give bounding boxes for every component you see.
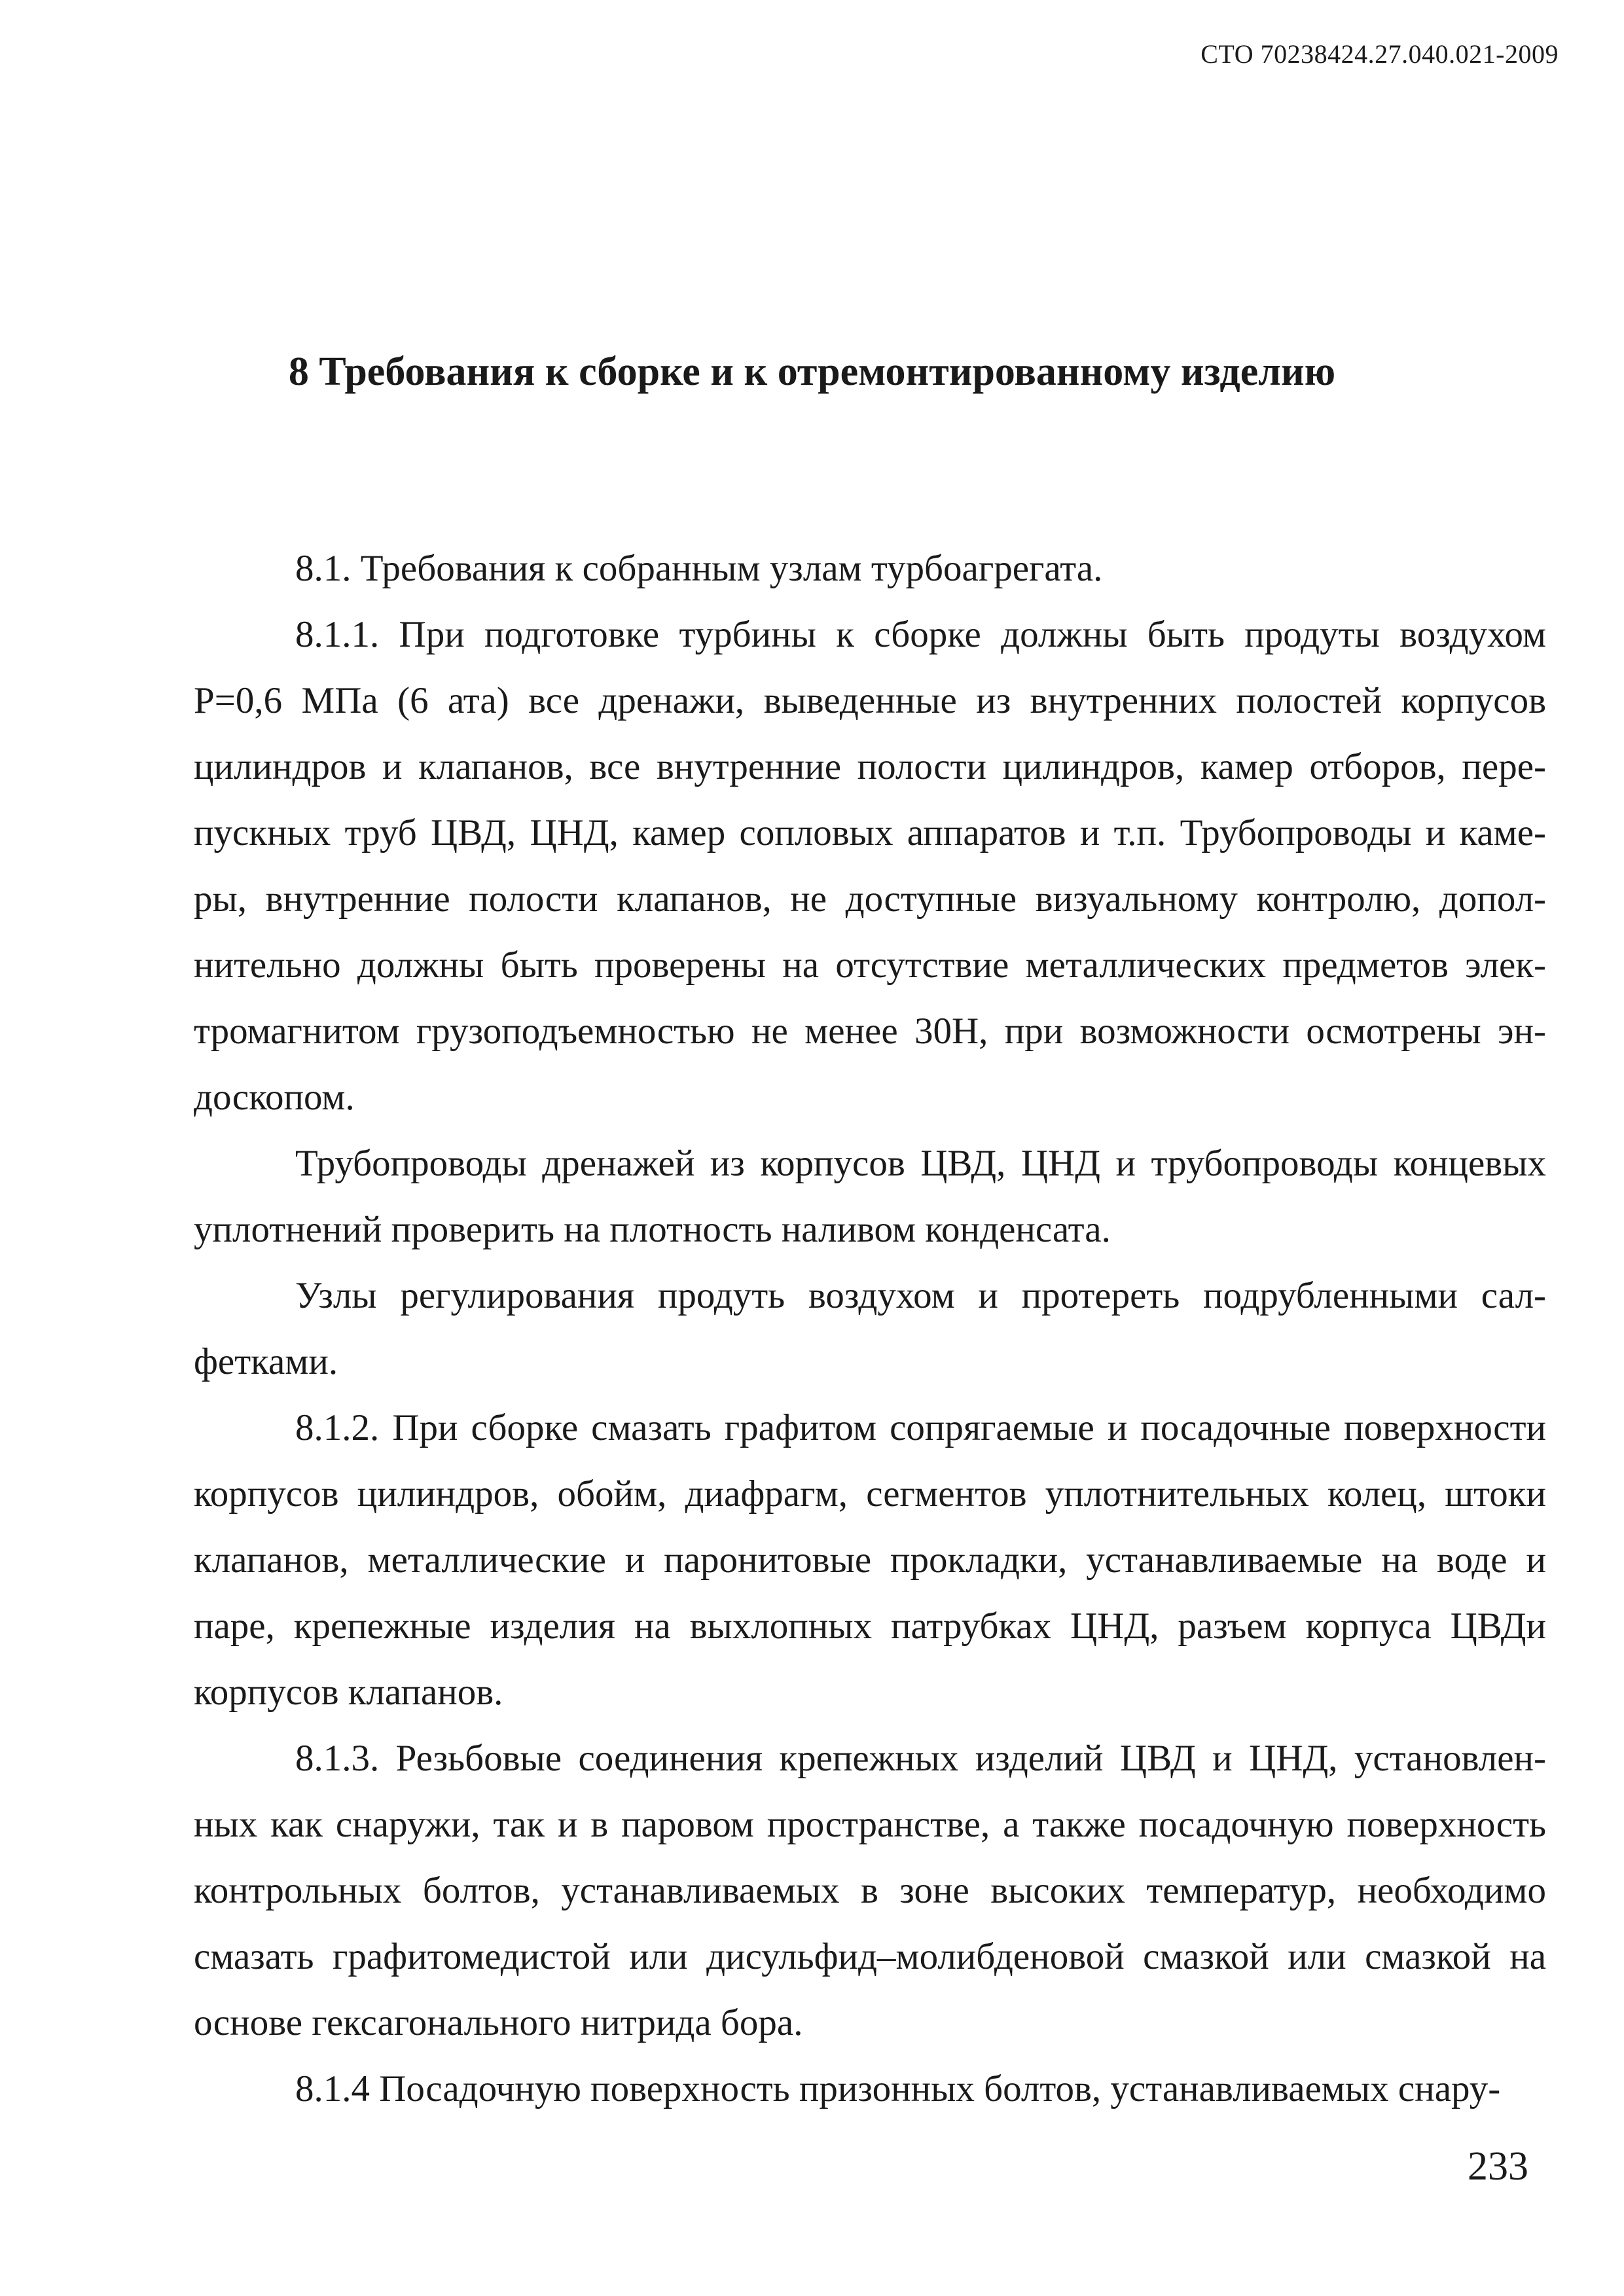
page-number: 233 — [1468, 2144, 1528, 2189]
paragraph-regulation-units: Узлы регулирования продуть воздухом и протереть подрубленными сал-фетками. — [194, 1275, 1546, 1382]
document-code: СТО 70238424.27.040.021-2009 — [1200, 39, 1559, 69]
body-text — [194, 535, 1546, 2122]
section-title: 8 Требования к сборке и к отремонтированному изделию — [288, 350, 1336, 394]
paragraph-8-1-2: 8.1.2. При сборке смазать графитом сопрягаемые и посадочные поверхности корпусов цилиндров, обойм, диафрагм, сегментов уплотнительных колец, штоки клапанов, металлические и паронитовые прокладки, устанавливаемые на воде и паре, крепежные изделия на выхлопных патрубках ЦНД, разъем корпуса ЦВДи корпусов клапанов. — [194, 1407, 1546, 1713]
paragraph-8-1-3: 8.1.3. Резьбовые соединения крепежных изделий ЦВД и ЦНД, установлен-ных как снаружи, так и в паровом пространстве, а также посадочную поверхность контрольных болтов, устанавливаемых в зоне высоких температур, необходимо смазать графитомедистой или дисульфид–молибденовой смазкой или смазкой на основе гексагонального нитрида бора. — [194, 1738, 1546, 2043]
paragraph-drain-pipes: Трубопроводы дренажей из корпусов ЦВД, ЦНД и трубопроводы концевых уплотнений проверить на плотность наливом конденсата. — [194, 1143, 1546, 1250]
paragraph-8-1-1: 8.1.1. При подготовке турбины к сборке должны быть продуты воздухом Р=0,6 МПа (6 ата) все дренажи, выведенные из внутренних полостей корпусов цилиндров и клапанов, все внутренние полости цилиндров, камер отборов, пере-пускных труб ЦВД, ЦНД, камер сопловых аппаратов и т.п. Трубопроводы и каме-ры, внутренние полости клапанов, не доступные визуальному контролю, допол-нительно должны быть проверены на отсутствие металлических предметов элек-тромагнитом грузоподъемностью не менее 30Н, при возможности осмотрены эн-доскопом. — [194, 614, 1546, 1118]
paragraph-8-1-4: 8.1.4 Посадочную поверхность призонных болтов, устанавливаемых снару- — [295, 2068, 1501, 2109]
paragraph-8-1: 8.1. Требования к собранным узлам турбоагрегата. — [295, 548, 1103, 589]
